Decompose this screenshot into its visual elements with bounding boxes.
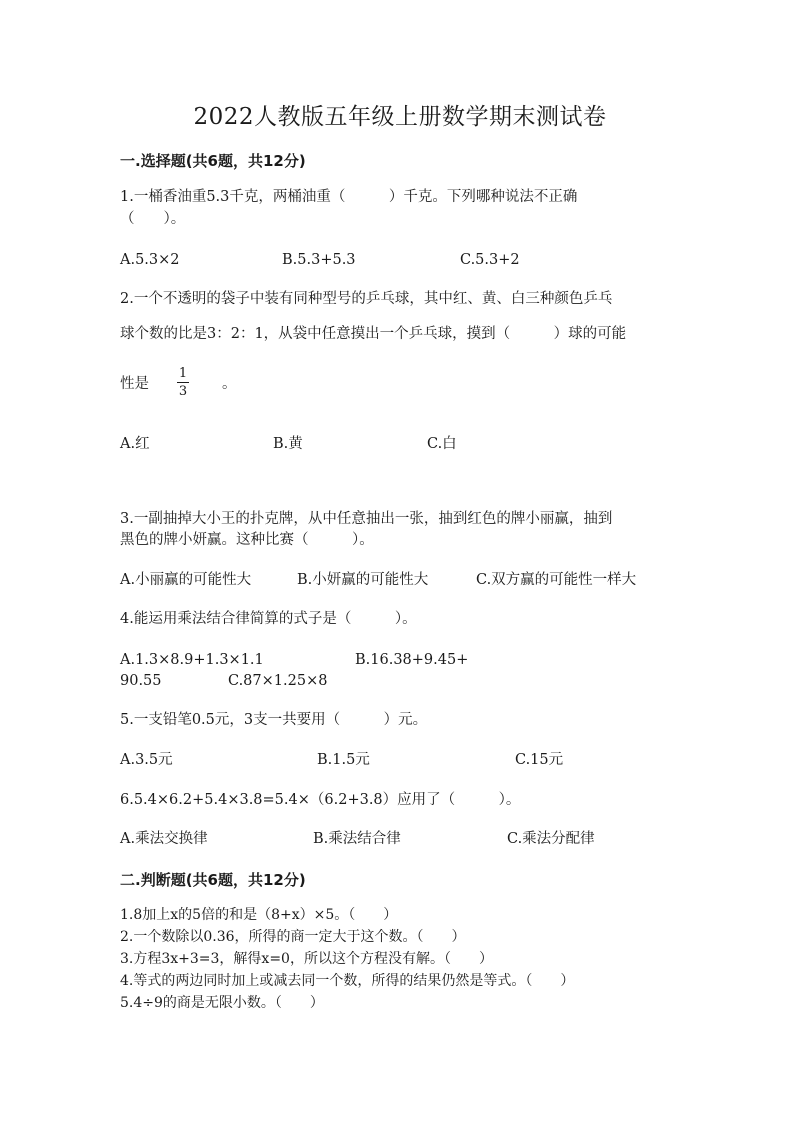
judgement-item-5: 5.4÷9的商是无限小数。（ ）: [120, 995, 324, 1011]
question-4-option-a: A.1.3×8.9+1.3×1.1: [120, 652, 264, 668]
question-3-line-1: 3.一副抽掉大小王的扑克牌，从中任意抽出一张，抽到红色的牌小丽赢，抽到: [120, 511, 613, 527]
judgement-item-1: 1.8加上x的5倍的和是（8+x）×5。（ ）: [120, 907, 398, 923]
question-4-line-1: 4.能运用乘法结合律简算的式子是（ ）。: [120, 611, 417, 627]
question-2-option-c: C.白: [427, 436, 457, 452]
page-title: 2022人教版五年级上册数学期末测试卷: [193, 104, 607, 130]
question-3-line-2: 黑色的牌小妍赢。这种比赛（ ）。: [120, 532, 374, 548]
question-3-option-b: B.小妍赢的可能性大: [297, 572, 429, 588]
question-1-line-1: 1.一桶香油重5.3千克，两桶油重（ ）千克。下列哪种说法不正确: [120, 189, 578, 205]
question-2-line-1: 2.一个不透明的袋子中装有同种型号的乒乓球，其中红、黄、白三种颜色乒乓: [120, 291, 613, 307]
question-6-option-c: C.乘法分配律: [507, 831, 595, 847]
question-2-option-b: B.黄: [273, 436, 303, 452]
question-6-option-a: A.乘法交换律: [120, 831, 208, 847]
question-4-option-b: B.16.38+9.45+: [355, 652, 469, 668]
question-1-option-b: B.5.3+5.3: [282, 252, 356, 268]
question-6-line-1: 6.5.4×6.2+5.4×3.8=5.4×（6.2+3.8）应用了（ ）。: [120, 792, 521, 808]
section-heading-judgement: 二.判断题(共6题，共12分): [120, 871, 306, 889]
question-2-line-3-suffix: 。: [222, 376, 237, 392]
judgement-item-2: 2.一个数除以0.36，所得的商一定大于这个数。（ ）: [120, 929, 466, 945]
question-5-line-1: 5.一支铅笔0.5元，3支一共要用（ ）元。: [120, 712, 428, 728]
judgement-item-4: 4.等式的两边同时加上或减去同一个数，所得的结果仍然是等式。（ ）: [120, 973, 575, 989]
question-2-option-a: A.红: [120, 436, 150, 452]
judgement-item-3: 3.方程3x+3=3，解得x=0，所以这个方程没有解。（ ）: [120, 951, 493, 967]
question-3-option-c: C.双方赢的可能性一样大: [476, 572, 637, 588]
fraction-denominator: 3: [178, 384, 188, 399]
question-2-line-3-prefix: 性是: [120, 376, 149, 392]
question-4-option-c: C.87×1.25×8: [228, 673, 328, 689]
question-5-option-c: C.15元: [515, 752, 564, 768]
question-1-option-a: A.5.3×2: [120, 252, 180, 268]
question-1-line-2: （ ）。: [120, 211, 186, 227]
question-3-option-a: A.小丽赢的可能性大: [120, 572, 252, 588]
fraction-numerator: 1: [178, 366, 188, 381]
fraction-one-third: [177, 366, 189, 399]
question-2-line-2: 球个数的比是3：2：1，从袋中任意摸出一个乒乓球，摸到（ ）球的可能: [120, 326, 627, 342]
section-heading-choice: 一.选择题(共6题，共12分): [120, 152, 306, 170]
fraction-bar: [177, 382, 189, 383]
question-4-option-b-continued: 90.55: [120, 673, 162, 689]
question-5-option-a: A.3.5元: [120, 752, 173, 768]
question-1-option-c: C.5.3+2: [460, 252, 520, 268]
question-6-option-b: B.乘法结合律: [313, 831, 401, 847]
question-5-option-b: B.1.5元: [317, 752, 370, 768]
